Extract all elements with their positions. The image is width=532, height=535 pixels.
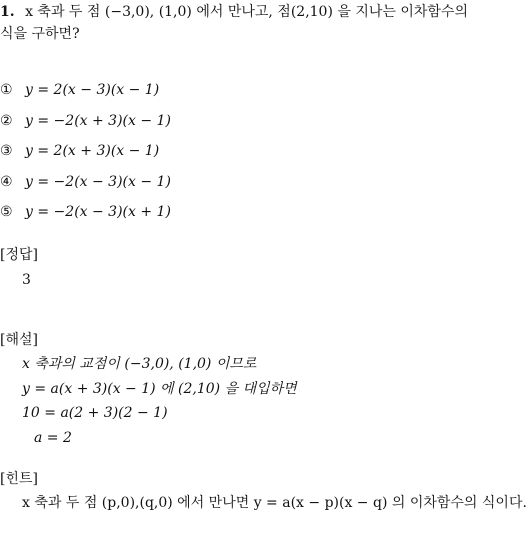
option-3[interactable] <box>0 141 159 161</box>
explanation-line-4: a = 2 <box>34 430 72 446</box>
question-text-1: x 축과 두 점 (−3,0), (1,0) 에서 만나고, 점(2,10) 을 지나는 이차함수의 <box>25 4 468 20</box>
option-4[interactable] <box>0 172 171 192</box>
explanation-label: [해설] <box>0 332 38 348</box>
answer-value: 3 <box>22 272 31 288</box>
option-number: ① <box>0 82 13 98</box>
option-number: ⑤ <box>0 204 13 220</box>
explanation-line-1: x 축과의 교점이 (−3,0), (1,0) 이므로 <box>22 356 257 372</box>
question-line-2 <box>0 24 80 44</box>
question-text-2: 식을 구하면? <box>0 26 80 42</box>
option-expression: y = 2(x + 3)(x − 1) <box>25 143 160 159</box>
option-1[interactable] <box>0 80 159 100</box>
question-line-1 <box>0 2 468 22</box>
option-number: ② <box>0 113 13 129</box>
option-5[interactable] <box>0 202 171 222</box>
explanation-line-3: 10 = a(2 + 3)(2 − 1) <box>22 405 168 421</box>
option-expression: y = −2(x − 3)(x − 1) <box>25 174 171 190</box>
answer-label: [정답] <box>0 247 38 263</box>
option-expression: y = −2(x − 3)(x + 1) <box>25 204 171 220</box>
option-number: ④ <box>0 174 13 190</box>
option-expression: y = 2(x − 3)(x − 1) <box>25 82 160 98</box>
hint-text: x 축과 두 점 (p,0),(q,0) 에서 만나면 y = a(x − p)(x − q) 의 이차함수의 식이다. <box>22 495 527 511</box>
question-number: 1. <box>0 4 15 20</box>
option-number: ③ <box>0 143 13 159</box>
option-2[interactable] <box>0 111 171 131</box>
hint-label: [힌트] <box>0 471 38 487</box>
option-expression: y = −2(x + 3)(x − 1) <box>25 113 171 129</box>
explanation-line-2: y = a(x + 3)(x − 1) 에 (2,10) 을 대입하면 <box>22 381 297 397</box>
